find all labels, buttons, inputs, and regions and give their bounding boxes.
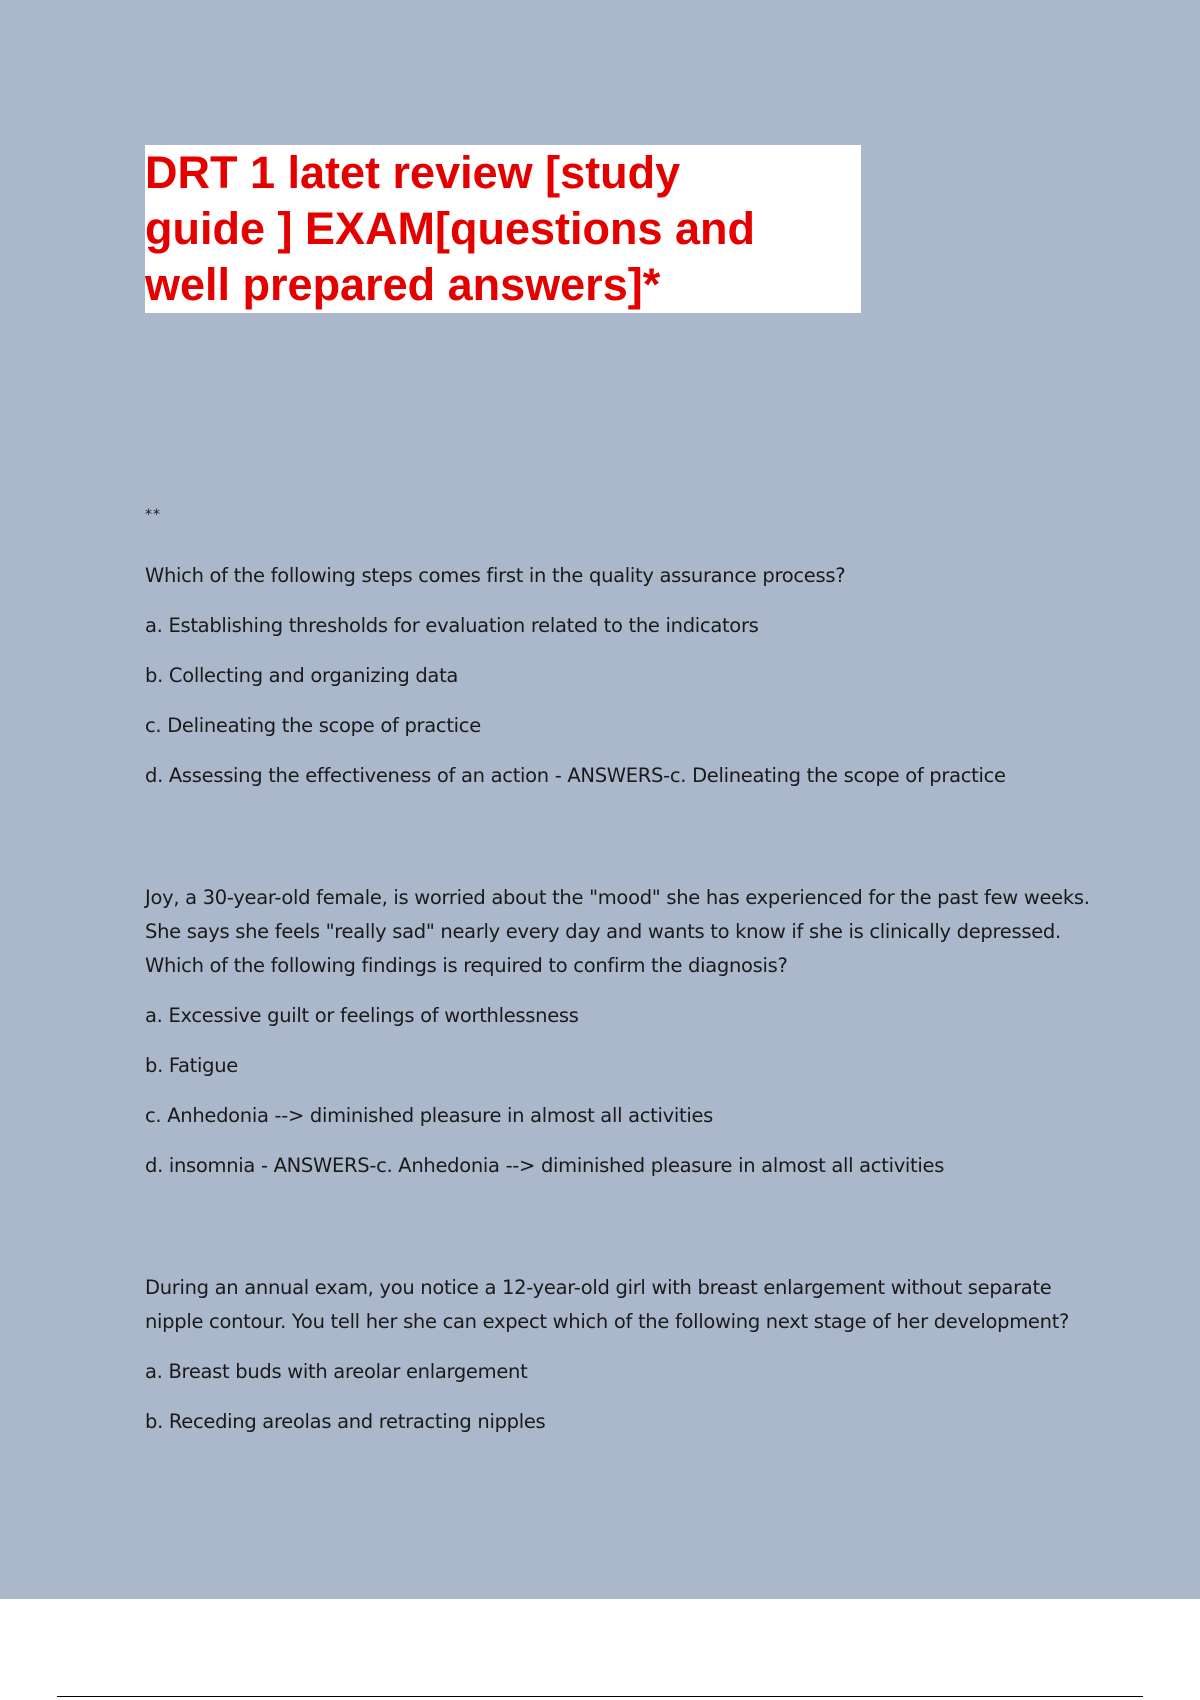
answer-option-d: d. Assessing the effectiveness of an action - ANSWERS-c. Delineating the scope of practice <box>145 764 1006 787</box>
answer-option-d: d. insomnia - ANSWERS-c. Anhedonia --> diminished pleasure in almost all activities <box>145 1154 945 1177</box>
question-2 <box>145 881 1095 1183</box>
title-line-3: well prepared answers]* <box>145 259 661 310</box>
answer-option-c: c. Delineating the scope of practice <box>145 714 481 737</box>
question-3 <box>145 1271 1095 1439</box>
answer-option-b: b. Receding areolas and retracting nipples <box>145 1410 546 1433</box>
answer-option-a: a. Excessive guilt or feelings of worthlessness <box>145 1004 579 1027</box>
answer-option-a: a. Establishing thresholds for evaluation related to the indicators <box>145 614 759 637</box>
answer-option-b: b. Fatigue <box>145 1054 238 1077</box>
title-line-2: guide ] EXAM[questions and <box>145 203 756 254</box>
title-line-1: DRT 1 latet review [study <box>145 147 681 198</box>
question-spacer <box>145 1199 1095 1249</box>
footer-rule <box>57 1696 1143 1697</box>
document-title <box>145 145 861 313</box>
document-body <box>145 505 1095 1455</box>
answer-option-b: b. Collecting and organizing data <box>145 664 459 687</box>
question-spacer <box>145 809 1095 859</box>
answer-option-c: c. Anhedonia --> diminished pleasure in almost all activities <box>145 1104 714 1127</box>
answer-option-a: a. Breast buds with areolar enlargement <box>145 1360 528 1383</box>
question-stem: Which of the following steps comes first in the quality assurance process? <box>145 564 846 587</box>
question-stem: Joy, a 30-year-old female, is worried about the "mood" she has experienced for the past few weeks. She says she feels "really sad" nearly every day and wants to know if she is clinically depressed. Which of the following findings is required to confirm the diagnosis? <box>145 886 1090 977</box>
question-stem: During an annual exam, you notice a 12-year-old girl with breast enlargement without separate nipple contour. You tell her she can expect which of the following next stage of her development? <box>145 1276 1070 1333</box>
question-1 <box>145 559 1095 793</box>
separator-stars: ** <box>145 507 161 523</box>
